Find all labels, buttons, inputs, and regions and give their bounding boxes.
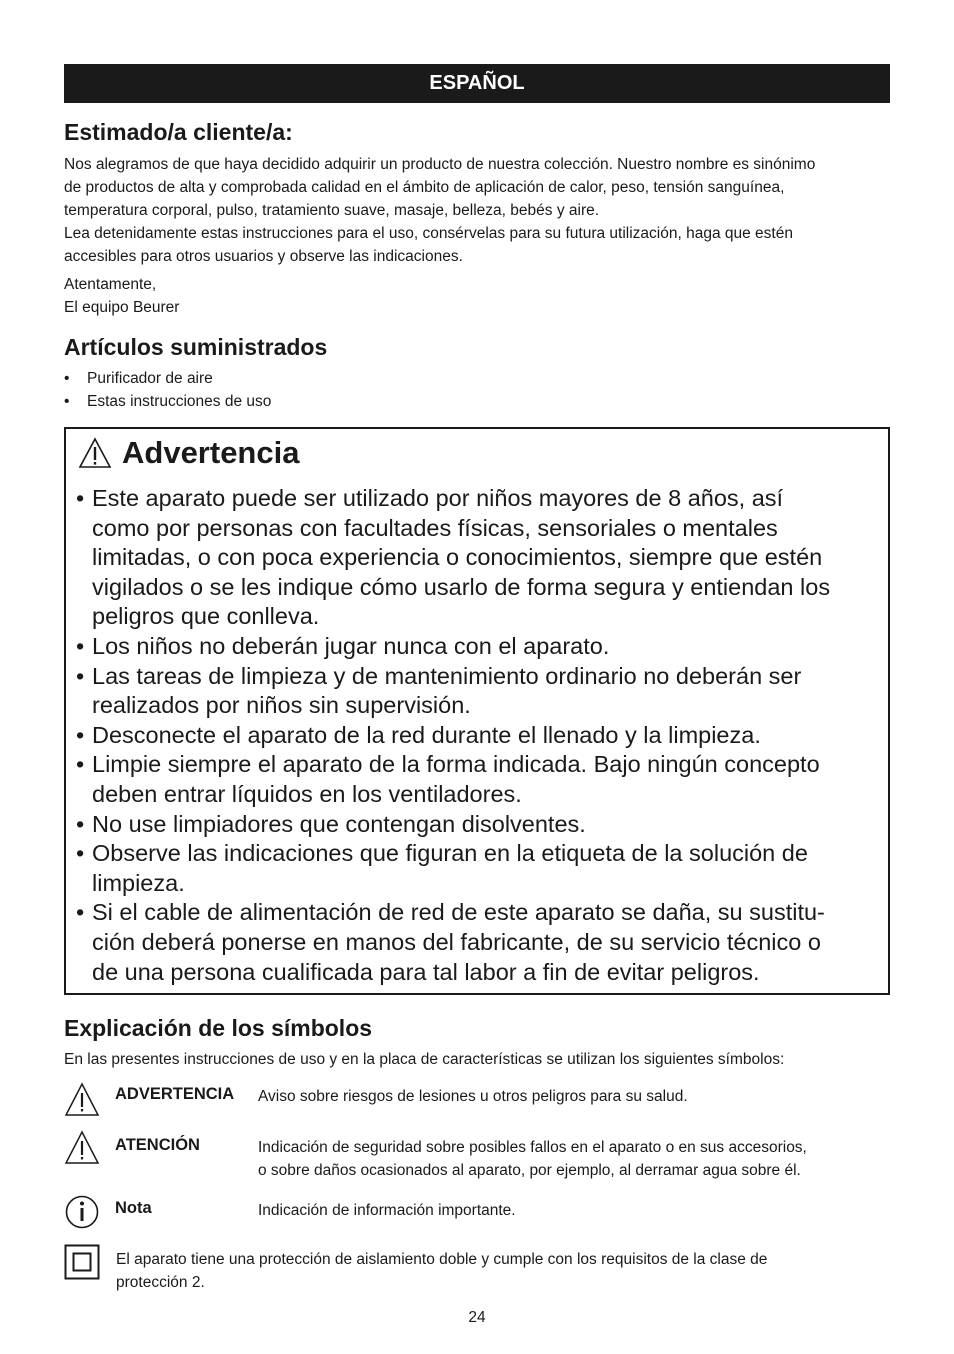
greeting-line: accesibles para otros usuarios y observe las indicaciones. xyxy=(64,248,463,265)
symbol-label: Nota xyxy=(115,1199,152,1217)
warning-item xyxy=(76,721,876,751)
greeting-closing: Atentamente, xyxy=(64,276,157,293)
warning-item xyxy=(76,632,876,662)
greeting-paragraph xyxy=(64,153,894,268)
symbol-description xyxy=(258,1136,807,1182)
warning-item-line: • Los niños no deberán jugar nunca con el aparato. xyxy=(92,632,610,659)
symbol-label: ATENCIÓN xyxy=(115,1136,200,1154)
warning-item-line: de una persona cualificada para tal labor a fin de evitar peligros. xyxy=(92,958,760,985)
info-icon xyxy=(64,1194,100,1230)
warning-item-line: deben entrar líquidos en los ventiladores. xyxy=(92,780,522,807)
list-item-text: Estas instrucciones de uso xyxy=(87,393,272,410)
symbol-description-line: Indicación de información importante. xyxy=(258,1202,516,1219)
warning-box xyxy=(64,427,890,995)
warning-header xyxy=(78,435,299,471)
supplied-title: Artículos suministrados xyxy=(64,334,328,360)
warning-item xyxy=(76,810,876,840)
symbol-description-line: o sobre daños ocasionados al aparato, por ejemplo, al derramar agua sobre él. xyxy=(258,1162,801,1179)
list-item xyxy=(64,390,271,413)
symbol-description-line: protección 2. xyxy=(116,1274,205,1291)
symbol-row-atencion xyxy=(64,1130,100,1166)
warning-item-line: • Este aparato puede ser utilizado por niños mayores de 8 años, así xyxy=(92,485,784,511)
symbol-description xyxy=(116,1248,767,1294)
warning-item-line: • No use limpiadores que contengan disolventes. xyxy=(92,810,586,837)
warning-triangle-icon xyxy=(78,437,112,469)
warning-item-line: • Las tareas de limpieza y de mantenimiento ordinario no deberán ser xyxy=(92,662,802,689)
list-item xyxy=(64,367,271,390)
greeting-closing-block xyxy=(64,273,894,319)
symbol-row-insulation xyxy=(64,1244,100,1280)
warning-item-line: vigilados o se les indique cómo usarlo de forma segura y entiendan los xyxy=(92,573,831,600)
symbol-description-line: Aviso sobre riesgos de lesiones u otros peligros para su salud. xyxy=(258,1088,688,1105)
greeting-line: temperatura corporal, pulso, tratamiento suave, masaje, belleza, bebés y aire. xyxy=(64,202,600,219)
list-item-text: Purificador de aire xyxy=(87,370,213,387)
warning-item-line: limitadas, o con poca experiencia o conocimientos, siempre que estén xyxy=(92,544,823,571)
warning-item xyxy=(76,484,876,632)
greeting-line: Nos alegramos de que haya decidido adquirir un producto de nuestra colección. Nuestro nombre es sinónimo xyxy=(64,156,816,173)
symbol-label: ADVERTENCIA xyxy=(115,1085,235,1103)
greeting-title: Estimado/a cliente/a: xyxy=(64,119,293,145)
warning-item-line: como por personas con facultades físicas, sensoriales o mentales xyxy=(92,514,778,541)
greeting-line: de productos de alta y comprobada calidad en el ámbito de aplicación de calor, peso, tensión sanguínea, xyxy=(64,179,785,196)
warning-item-line: • Desconecte el aparato de la red durante el llenado y la limpieza. xyxy=(92,721,761,748)
supplied-list xyxy=(64,367,271,413)
greeting-line: Lea detenidamente estas instrucciones para el uso, consérvelas para su futura utilización, haga que estén xyxy=(64,225,793,242)
warning-item-line: peligros que conlleva. xyxy=(92,603,320,630)
warning-item-line: • Observe las indicaciones que figuran en la etiqueta de la solución de xyxy=(92,840,808,867)
greeting-signature: El equipo Beurer xyxy=(64,299,180,316)
warning-title: Advertencia xyxy=(122,435,300,470)
symbols-title: Explicación de los símbolos xyxy=(64,1015,373,1041)
warning-item xyxy=(76,750,876,809)
warning-item-line: realizados por niños sin supervisión. xyxy=(92,692,471,719)
language-label: ESPAÑOL xyxy=(429,72,525,94)
warning-item xyxy=(76,662,876,721)
warning-item xyxy=(76,839,876,898)
symbol-row-advertencia xyxy=(64,1082,100,1118)
symbol-description-line: Indicación de seguridad sobre posibles fallos en el aparato o en sus accesorios, xyxy=(258,1139,807,1156)
warning-item-line: • Si el cable de alimentación de red de este aparato se daña, su sustitu- xyxy=(92,899,825,926)
warning-triangle-icon xyxy=(64,1082,100,1118)
warning-list xyxy=(76,484,876,987)
symbol-row-nota xyxy=(64,1194,100,1230)
double-insulation-icon xyxy=(64,1244,100,1280)
warning-item-line: limpieza. xyxy=(92,869,185,896)
warning-item xyxy=(76,898,876,987)
symbol-description xyxy=(258,1199,516,1222)
language-header xyxy=(64,64,890,103)
page-number: 24 xyxy=(468,1309,486,1326)
warning-item-line: ción deberá ponerse en manos del fabricante, de su servicio técnico o xyxy=(92,928,821,955)
warning-triangle-icon xyxy=(64,1130,100,1166)
symbol-description xyxy=(258,1085,688,1108)
warning-item-line: • Limpie siempre el aparato de la forma indicada. Bajo ningún concepto xyxy=(92,751,820,778)
symbols-intro: En las presentes instrucciones de uso y en la placa de características se utilizan los siguientes símbolos: xyxy=(64,1051,785,1068)
symbol-description-line: El aparato tiene una protección de aislamiento doble y cumple con los requisitos de la clase de xyxy=(116,1251,768,1268)
